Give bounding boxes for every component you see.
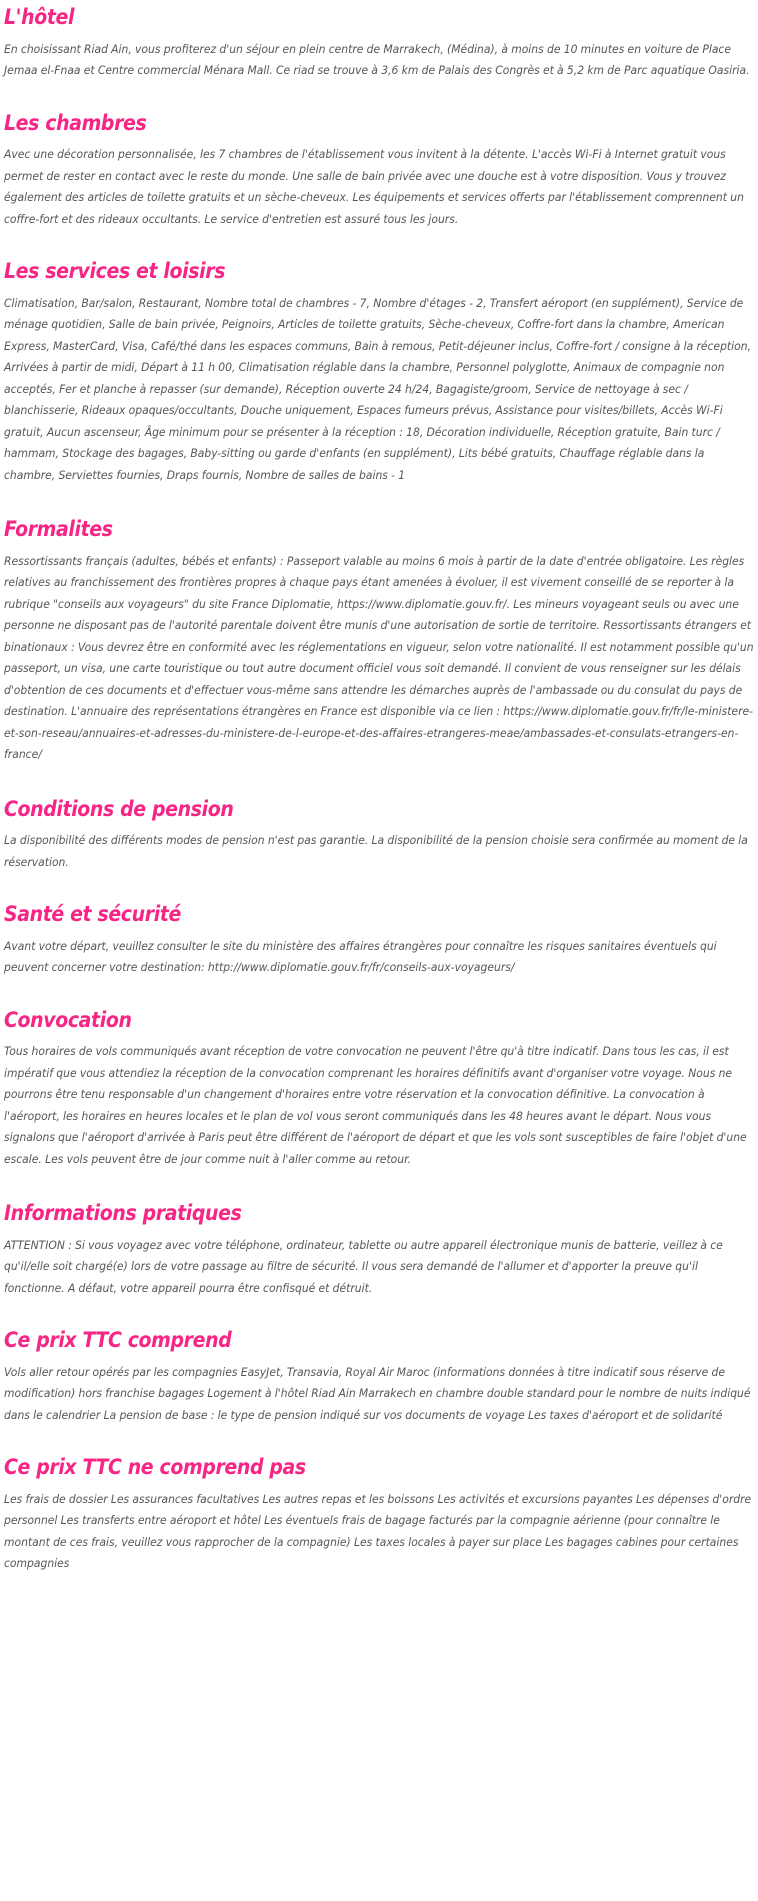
section-title-sante: Santé et sécurité — [4, 902, 181, 927]
section-title-compris: Ce prix TTC comprend — [4, 1328, 232, 1353]
section-body-formalites: Ressortissants français (adultes, bébés et enfants) : Passeport valable au moins 6 mois à partir de la date d'entrée obligatoire. Les règles relatives au franchissement des frontières propres à chaque pays étant amenées à évoluer, il est vivement conseillé de se reporter à la rubrique "conseils aux voyageurs" du site France Diplomatie, https://www.diplomatie.gouv.fr/. Les mineurs voyageant seuls ou avec une personne ne disposant pas de l'autorité parentale doivent être munis d'une autorisation de sortie de territoire. Ressortissants étrangers et binationaux : Vous devrez être en conformité avec les réglementations en vigueur, selon votre nationalité. Il est notamment possible qu'un passeport, un visa, une carte touristique ou tout autre document officiel vous soit demandé. Il convient de vous renseigner sur les délais d'obtention de ces documents et d'effectuer vous-même sans attendre les démarches auprès de l'ambassade ou du consulat du pays de destination. L'annuaire des représentations étrangères en France est disponible via ce lien : https://www.diplomatie.gouv.fr/fr/le-ministere-et-son-reseau/annuaires-et-adresses-du-ministere-de-l-europe-et-des-affaires-etrangeres-meae/ambassades-et-consulats-etrangers-en-france/ — [4, 553, 754, 762]
section-body-sante: Avant votre départ, veuillez consulter le site du ministère des affaires étrangères pour connaître les risques sanitaires éventuels qui peuvent concerner votre destination: http://www.diplomatie.gouv.fr/fr/conseils-aux-voyageurs/ — [4, 938, 717, 975]
section-services-et-loisirs — [4, 260, 754, 486]
section-title-hotel: L'hôtel — [4, 5, 75, 29]
section-chambres — [4, 112, 754, 231]
section-conditions-de-pension — [4, 798, 754, 874]
section-title-formalites: Formalites — [4, 517, 113, 542]
section-body-pension: La disponibilité des différents modes de pension n'est pas garantie. La disponibilité de la pension choisie sera confirmée au moment de la réservation. — [4, 833, 748, 869]
section-title-noncompris: Ce prix TTC ne comprend pas — [4, 1455, 306, 1480]
section-title-chambres: Les chambres — [4, 110, 147, 135]
section-hotel — [4, 0, 754, 82]
section-body-compris: Vols aller retour opérés par les compagnies EasyJet, Transavia, Royal Air Maroc (informations données à titre indicatif sous réserve de modification) hors franchise bagages Logement à l'hôtel Riad Ain Marrakech en chambre double standard pour le nombre de nuits indiqué dans le calendrier La pension de base : le type de pension indiqué sur vos documents de voyage Les taxes d'aéroport et de solidarité — [4, 1364, 751, 1422]
section-convocation — [4, 1009, 754, 1171]
section-title-pension: Conditions de pension — [4, 796, 234, 821]
section-title-infos: Informations pratiques — [4, 1201, 242, 1226]
section-body-services: Climatisation, Bar/salon, Restaurant, Nombre total de chambres - 7, Nombre d'étages - 2, Transfert aéroport (en supplément), Service de ménage quotidien, Salle de bain privée, Peignoirs, Articles de toilette gratuits, Sèche-cheveux, Coffre-fort dans la chambre, American Express, MasterCard, Visa, Café/thé dans les espaces communs, Bain à remous, Petit-déjeuner inclus, Coffre-fort / consigne à la réception, Arrivées à partir de midi, Départ à 11 h 00, Climatisation réglable dans la chambre, Personnel polyglotte, Animaux de compagnie non acceptés, Fer et planche à repasser (sur demande), Réception ouverte 24 h/24, Bagagiste/groom, Service de nettoyage à sec / blanchisserie, Rideaux opaques/occultants, Douche uniquement, Espaces fumeurs prévus, Assistance pour visites/billets, Accès Wi-Fi gratuit, Aucun ascenseur, Âge minimum pour se présenter à la réception : 18, Décoration individuelle, Réception gratuite, Bain turc / hammam, Stockage des bagages, Baby-sitting ou garde d'enfants (en supplément), Lits bébé gratuits, Chauffage réglable dans la chambre, Serviettes fournies, Draps fournis, Nombre de salles de bains - 1 — [4, 295, 751, 482]
section-body-noncompris: Les frais de dossier Les assurances facultatives Les autres repas et les boissons Les activités et excursions payantes Les dépenses d'ordre personnel Les transferts entre aéroport et hôtel Les éventuels frais de bagage facturés par la compagnie aérienne (pour connaître le montant de ces frais, veuillez vous rapprocher de la compagnie) Les taxes locales à payer sur place Les bagages cabines pour certaines compagnies — [4, 1491, 752, 1571]
section-informations-pratiques — [4, 1202, 754, 1299]
section-sante-et-securite — [4, 903, 754, 979]
section-title-convocation: Convocation — [4, 1007, 132, 1032]
section-body-chambres: Avec une décoration personnalisée, les 7 chambres de l'établissement vous invitent à la détente. L'accès Wi-Fi à Internet gratuit vous permet de rester en contact avec le reste du monde. Une salle de bain privée avec une douche est à votre disposition. Vous y trouvez également des articles de toilette gratuits et un sèche-cheveux. Les équipements et services offerts par l'établissement comprennent un coffre-fort et des rideaux occultants. Le service d'entretien est assuré tous les jours. — [4, 147, 744, 226]
section-prix-ttc-comprend — [4, 1329, 754, 1426]
section-prix-ttc-ne-comprend-pas — [4, 1456, 754, 1575]
section-body-infos: ATTENTION : Si vous voyagez avec votre téléphone, ordinateur, tablette ou autre appareil électronique munis de batterie, veillez à ce qu'il/elle soit chargé(e) lors de votre passage au filtre de sécurité. Il vous sera demandé de l'allumer et d'apporter la preuve qu'il fonctionne. A défaut, votre appareil pourra être confisqué et détruit. — [4, 1237, 723, 1295]
section-formalites — [4, 518, 754, 766]
section-title-services: Les services et loisirs — [4, 259, 226, 284]
section-body-hotel: En choisissant Riad Ain, vous profiterez d'un séjour en plein centre de Marrakech, (Médina), à moins de 10 minutes en voiture de Place Jemaa el-Fnaa et Centre commercial Ménara Mall. Ce riad se trouve à 3,6 km de Palais des Congrès et à 5,2 km de Parc aquatique Oasiria. — [4, 41, 750, 78]
section-body-convocation: Tous horaires de vols communiqués avant réception de votre convocation ne peuvent l'être qu'à titre indicatif. Dans tous les cas, il est impératif que vous attendiez la réception de la convocation comprenant les horaires définitifs avant d'organiser votre voyage. Nous ne pourrons être tenu responsable d'un changement d'horaires entre votre réservation et la convocation définitive. La convocation à l'aéroport, les horaires en heures locales et le plan de vol vous seront communiqués dans les 48 heures avant le départ. Nous vous signalons que l'aéroport d'arrivée à Paris peut être différent de l'aéroport de départ et que les vols sont susceptibles de faire l'objet d'une escale. Les vols peuvent être de jour comme nuit à l'aller comme au retour. — [4, 1044, 747, 1166]
